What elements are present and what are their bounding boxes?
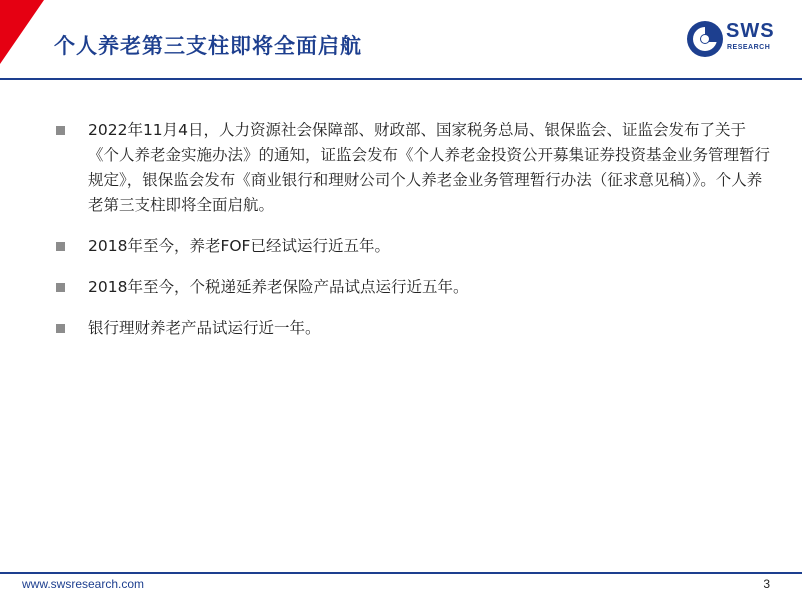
bullet-square-icon <box>56 126 65 135</box>
page-title: 个人养老第三支柱即将全面启航 <box>54 34 362 58</box>
header-divider <box>0 78 802 80</box>
sws-logo-icon <box>686 20 724 58</box>
bullet-list <box>56 118 776 357</box>
bullet-text: 2018年至今，个税递延养老保险产品试点运行近五年。 <box>88 278 469 296</box>
bullet-item <box>56 118 776 218</box>
page-number: 3 <box>763 577 770 591</box>
bullet-square-icon <box>56 242 65 251</box>
bullet-text: 2018年至今，养老FOF已经试运行近五年。 <box>88 237 390 255</box>
bullet-square-icon <box>56 283 65 292</box>
footer-website-link[interactable]: www.swsresearch.com <box>22 577 145 591</box>
bullet-item <box>56 234 776 259</box>
bullet-square-icon <box>56 324 65 333</box>
bullet-item <box>56 316 776 341</box>
footer-divider <box>0 572 802 574</box>
sws-logo <box>686 18 792 62</box>
bullet-text: 2022年11月4日，人力资源社会保障部、财政部、国家税务总局、银保监会、证监会发布了关于《个人养老金实施办法》的通知，证监会发布《个人养老金投资公开募集证券投资基金业务管理暂行规定》，银保监会发布《商业银行和理财公司个人养老金业务管理暂行办法（征求意见稿）》。个人养老第三支柱即将全面启航。 <box>88 121 771 214</box>
bullet-item <box>56 275 776 300</box>
logo-subtext: RESEARCH <box>727 44 771 51</box>
header-red-triangle <box>0 0 44 64</box>
bullet-text: 银行理财养老产品试运行近一年。 <box>88 319 321 337</box>
logo-text: SWS <box>726 20 775 42</box>
